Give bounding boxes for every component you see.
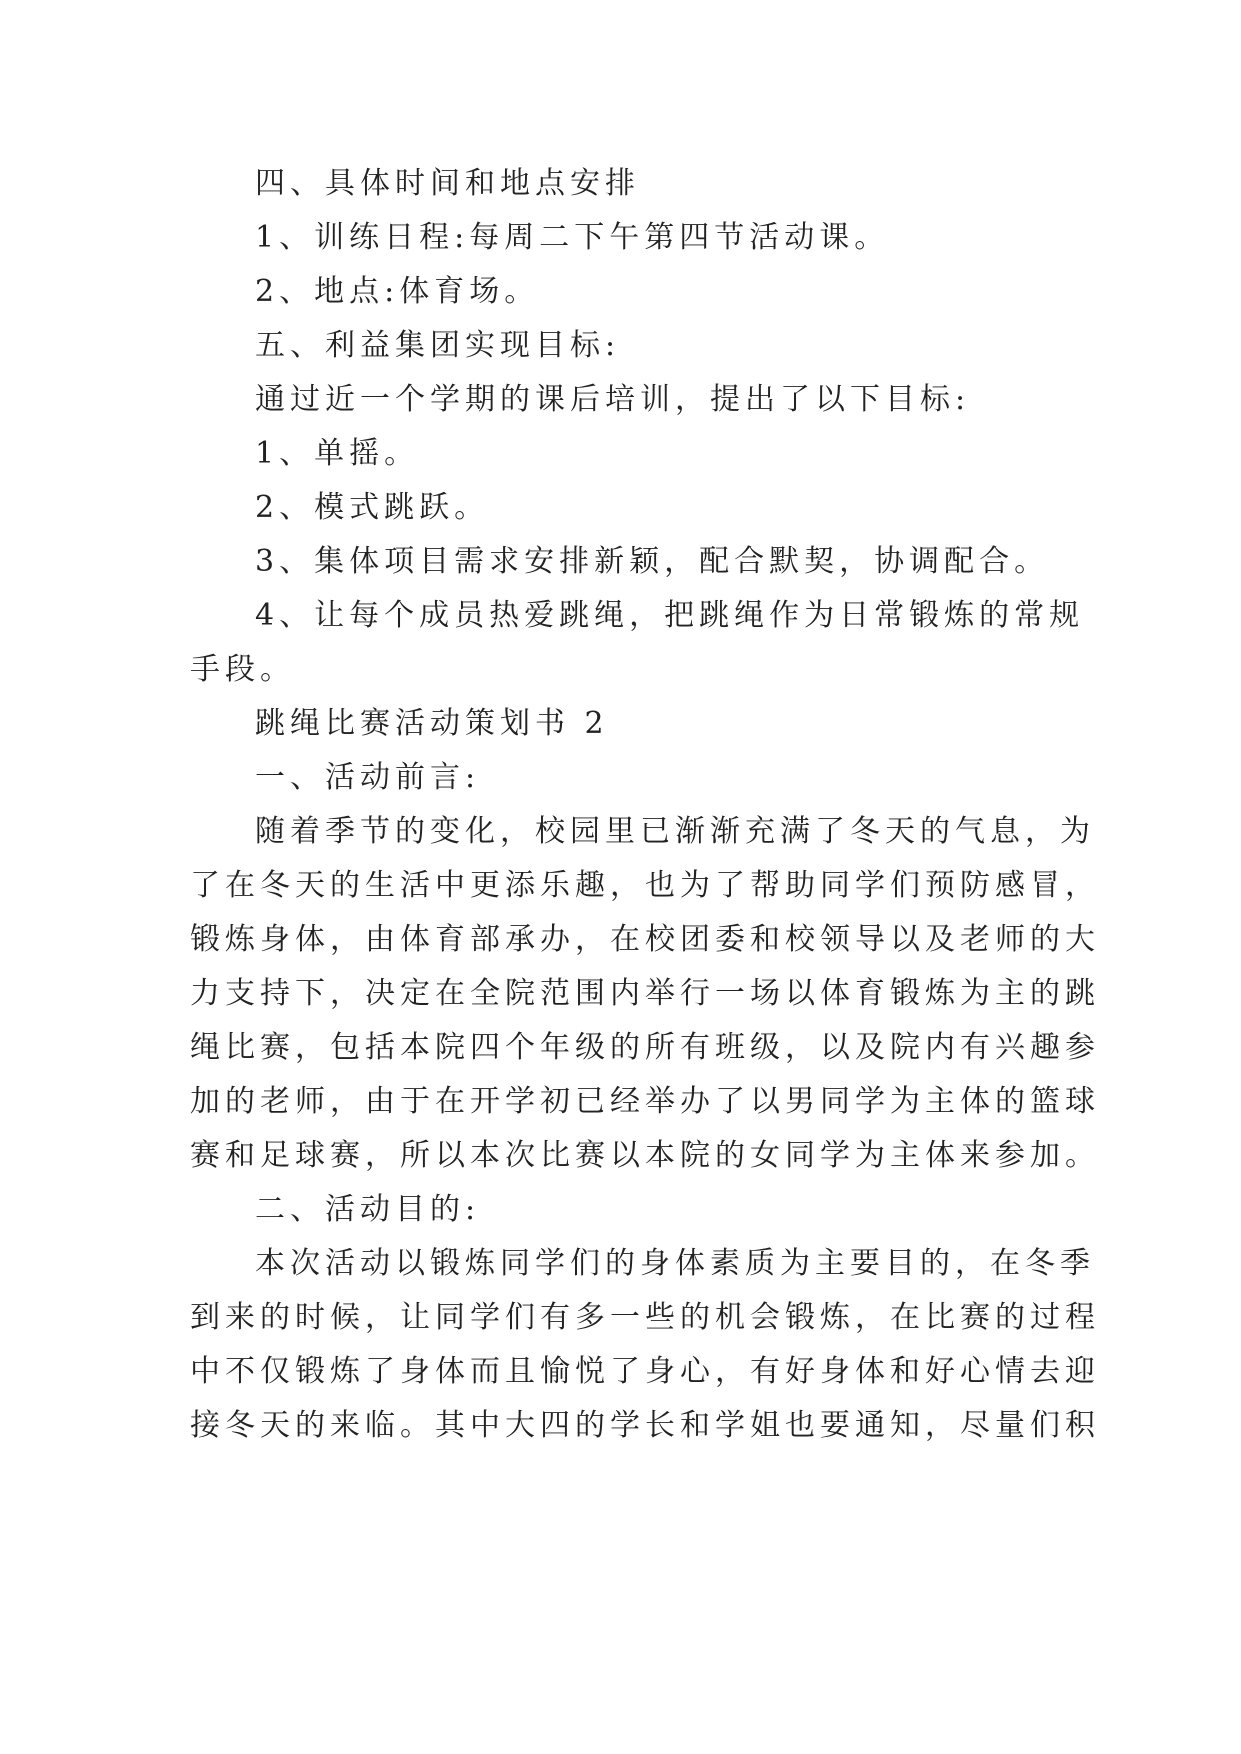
list-item: 4、让每个成员热爱跳绳，把跳绳作为日常锻炼的常规 [255, 598, 1085, 633]
paragraph-line: 手段。 [190, 652, 295, 687]
paragraph-line: 了在冬天的生活中更添乐趣，也为了帮助同学们预防感冒， [190, 868, 1100, 903]
section-heading: 四、具体时间和地点安排 [255, 166, 640, 201]
paragraph-line: 绳比赛，包括本院四个年级的所有班级，以及院内有兴趣参 [190, 1030, 1100, 1065]
list-item: 3、集体项目需求安排新颖，配合默契，协调配合。 [255, 544, 1050, 579]
paragraph-line: 锻炼身体，由体育部承办，在校团委和校领导以及老师的大 [190, 922, 1100, 957]
paragraph-line: 随着季节的变化，校园里已渐渐充满了冬天的气息，为 [255, 814, 1095, 849]
section-heading: 五、利益集团实现目标: [255, 328, 621, 363]
paragraph-line: 赛和足球赛，所以本次比赛以本院的女同学为主体来参加。 [190, 1138, 1100, 1173]
paragraph-line: 接冬天的来临。其中大四的学长和学姐也要通知，尽量们积 [190, 1408, 1100, 1443]
list-item: 1、单摇。 [255, 436, 420, 471]
paragraph-line: 本次活动以锻炼同学们的身体素质为主要目的，在冬季 [255, 1246, 1095, 1281]
section-heading: 一、活动前言: [255, 760, 481, 795]
paragraph-line: 到来的时候，让同学们有多一些的机会锻炼，在比赛的过程 [190, 1300, 1100, 1335]
paragraph-line: 力支持下，决定在全院范围内举行一场以体育锻炼为主的跳 [190, 976, 1100, 1011]
paragraph-line: 2、地点:体育场。 [255, 274, 540, 309]
document-title: 跳绳比赛活动策划书 2 [255, 706, 609, 741]
paragraph-line: 通过近一个学期的课后培训，提出了以下目标: [255, 382, 971, 417]
paragraph-line: 加的老师，由于在开学初已经举办了以男同学为主体的篮球 [190, 1084, 1100, 1119]
section-heading: 二、活动目的: [255, 1192, 481, 1227]
paragraph-line: 1、训练日程:每周二下午第四节活动课。 [255, 220, 890, 255]
paragraph-line: 中不仅锻炼了身体而且愉悦了身心，有好身体和好心情去迎 [190, 1354, 1100, 1389]
list-item: 2、模式跳跃。 [255, 490, 490, 525]
